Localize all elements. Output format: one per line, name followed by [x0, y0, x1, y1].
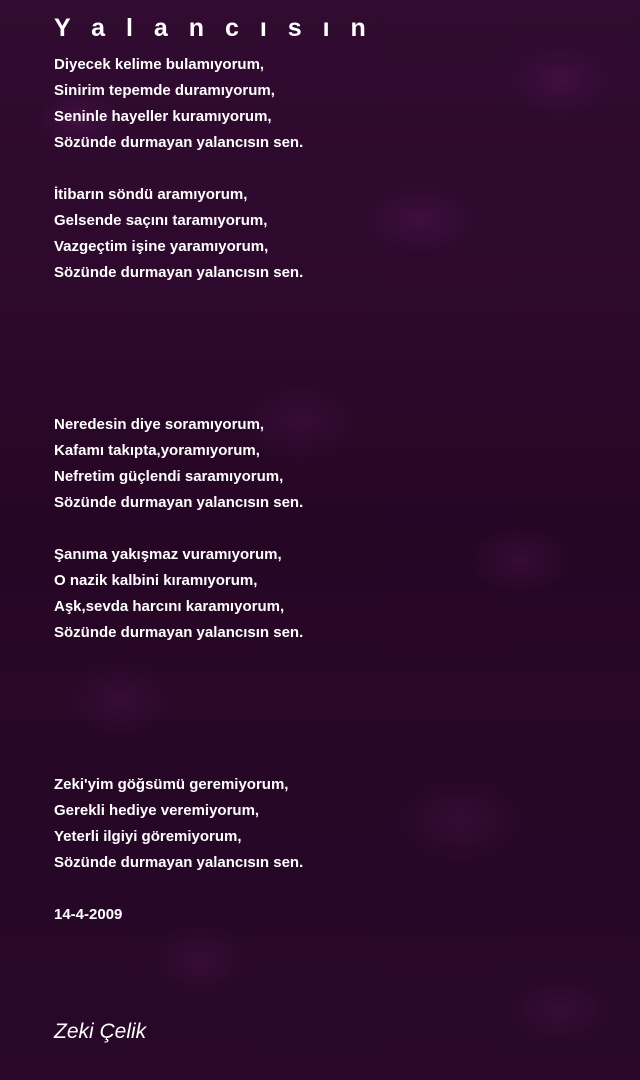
poem-line: Nefretim güçlendi saramıyorum, — [54, 468, 284, 485]
poem-author: Zeki Çelik — [54, 1020, 147, 1043]
poem-line: Yeterli ilgiyi göremiyorum, — [54, 828, 242, 845]
poem-line: Sözünde durmayan yalancısın sen. — [54, 624, 304, 641]
poem-line: Aşk,sevda harcını karamıyorum, — [54, 598, 285, 615]
poem-line: Sözünde durmayan yalancısın sen. — [54, 494, 304, 511]
poem-line: Seninle hayeller kuramıyorum, — [54, 108, 272, 125]
poem-stanza-4 — [54, 542, 303, 646]
poem-stanza-5 — [54, 772, 303, 876]
poem-stanza-3 — [54, 412, 303, 516]
poem-line: Sözünde durmayan yalancısın sen. — [54, 134, 304, 151]
poem-line: Şanıma yakışmaz vuramıyorum, — [54, 546, 282, 563]
poem-line: İtibarın söndü aramıyorum, — [54, 186, 248, 203]
poem-stanza-1 — [54, 52, 303, 156]
poem-line: Sözünde durmayan yalancısın sen. — [54, 264, 304, 281]
poem-title: Y a l a n c ı s ı n — [54, 14, 373, 42]
poem-line: Gelsende saçını taramıyorum, — [54, 212, 268, 229]
poem-date: 14-4-2009 — [54, 906, 123, 923]
poem-line: Vazgeçtim işine yaramıyorum, — [54, 238, 269, 255]
poem-line: Gerekli hediye veremiyorum, — [54, 802, 260, 819]
poem-line: Neredesin diye soramıyorum, — [54, 416, 265, 433]
poem-line: Diyecek kelime bulamıyorum, — [54, 56, 265, 73]
poem-line: Zeki'yim göğsümü geremiyorum, — [54, 776, 289, 793]
poem-stanza-2 — [54, 182, 303, 286]
poem-line: O nazik kalbini kıramıyorum, — [54, 572, 258, 589]
poem-line: Kafamı takıpta,yoramıyorum, — [54, 442, 260, 459]
poem-line: Sözünde durmayan yalancısın sen. — [54, 854, 304, 871]
poem-line: Sinirim tepemde duramıyorum, — [54, 82, 275, 99]
